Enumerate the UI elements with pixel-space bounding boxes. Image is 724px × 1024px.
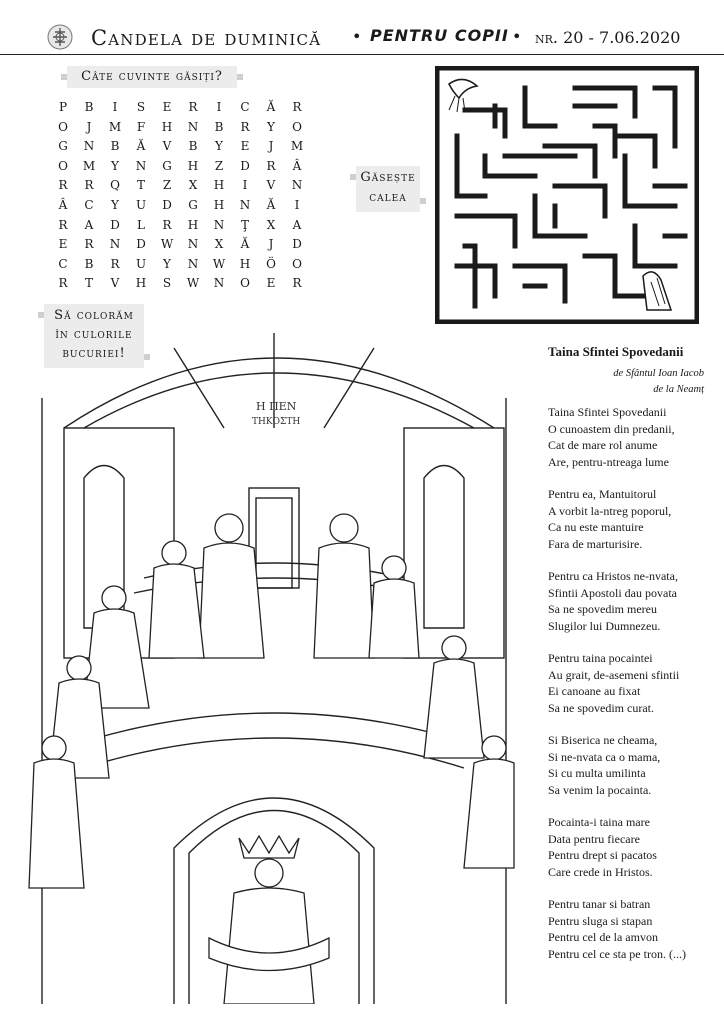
grid-letter: E [58, 237, 68, 252]
poem-line: Sfintii Apostoli dau povata [548, 585, 677, 600]
grid-letter: H [213, 197, 225, 212]
grid-letter: H [187, 158, 199, 173]
poem-line: Data pentru fiecare [548, 831, 640, 846]
grid-letter: Ţ [240, 217, 249, 232]
grid-letter: T [136, 178, 145, 193]
grid-letter: R [162, 217, 172, 232]
grid-letter: Â [292, 158, 302, 173]
maze-label-line: calea [369, 190, 407, 205]
praying-hands-icon [643, 272, 671, 310]
poem-stanza [548, 814, 720, 880]
grid-letter: D [136, 237, 146, 252]
grid-letter: A [84, 217, 94, 232]
grid-letter: W [160, 237, 174, 252]
poem-section [548, 344, 720, 978]
maze-label-line: Găsește [360, 170, 416, 185]
grid-letter: J [268, 139, 274, 154]
grid-letter: H [187, 217, 199, 232]
grid-letter: S [162, 276, 172, 291]
grid-letter: I [242, 178, 248, 193]
poem-stanza [548, 650, 720, 716]
grid-letter: Â [58, 197, 68, 212]
poem-line: Au grait, de-asemeni sfintii [548, 667, 680, 682]
grid-letter: R [266, 158, 276, 173]
grid-letter: N [187, 256, 199, 271]
poem-line: Pentru cel ce sta pe tron. (...) [548, 946, 686, 961]
grid-letter: X [188, 178, 198, 193]
kids-edition-label: PENTRU COPII [370, 26, 509, 45]
grid-row [50, 157, 310, 177]
word-search-label [67, 66, 237, 88]
grid-letter: X [214, 237, 224, 252]
grid-row [50, 274, 310, 294]
coloring-label-line: în culorile [55, 327, 133, 342]
poem-author-line: de Sfântul Ioan Iacob [613, 368, 704, 379]
grid-letter: H [161, 119, 173, 134]
grid-row [50, 216, 310, 236]
poem-author-line: de la Neamț [653, 384, 704, 395]
grid-letter: R [58, 276, 68, 291]
issue-number: nr. 20 - 7.06.2020 [535, 28, 681, 47]
grid-letter: N [135, 158, 147, 173]
church-emblem-icon [47, 24, 73, 50]
poem-line: Fara de marturisire. [548, 536, 643, 551]
grid-letter: D [240, 158, 250, 173]
maze-label [356, 166, 420, 212]
header-bullet: • [512, 27, 522, 46]
page-header [0, 0, 724, 55]
grid-letter: W [212, 256, 226, 271]
grid-letter: O [292, 256, 302, 271]
grid-letter: N [109, 237, 121, 252]
grid-letter: I [112, 100, 118, 114]
poem-line: Si cu multa umilinta [548, 766, 646, 780]
grid-letter: R [84, 237, 94, 252]
grid-letter: B [110, 139, 120, 154]
grid-letter: Y [267, 119, 275, 134]
grid-letter: Z [214, 158, 224, 173]
grid-letter: C [240, 100, 250, 114]
maze-puzzle [435, 66, 699, 324]
grid-letter: O [58, 158, 68, 173]
grid-letter: R [84, 178, 94, 193]
poem-line: Pentru tanar si batran [548, 897, 651, 911]
dove-icon [449, 79, 477, 112]
grid-letter: G [188, 197, 198, 212]
grid-letter: Y [163, 256, 171, 271]
poem-stanza [548, 486, 720, 552]
coloring-label-line: Să colorăm [54, 308, 134, 323]
grid-letter: U [135, 197, 147, 212]
poem-line: Taina Sfintei Spovedanii [548, 405, 667, 419]
grid-letter: A [292, 217, 302, 232]
grid-letter: B [188, 139, 198, 154]
poem-line: Sa venim la pocainta. [548, 782, 652, 797]
grid-letter: Z [162, 178, 172, 193]
grid-letter: N [213, 276, 225, 291]
grid-letter: Ă [266, 197, 276, 212]
grid-letter: D [162, 197, 172, 212]
poem-line: Pentru taina pocaintei [548, 651, 653, 665]
grid-letter: P [58, 100, 68, 114]
poem-line: Pocainta-i taina mare [548, 815, 650, 829]
header-bullet: • [352, 27, 362, 46]
grid-letter: O [292, 119, 302, 134]
poem-stanza [548, 896, 720, 962]
icon-inscription: ΤΗΚΟΣΤΗ [252, 417, 301, 427]
poem-line: Pentru drept si pacatos [548, 848, 657, 862]
grid-letter: C [84, 197, 94, 212]
grid-letter: W [186, 276, 200, 291]
grid-letter: O [240, 276, 250, 291]
grid-letter: V [266, 178, 276, 193]
grid-letter: N [83, 139, 95, 154]
grid-letter: N [187, 237, 199, 252]
grid-letter: B [84, 256, 94, 271]
grid-letter: J [86, 119, 92, 134]
grid-letter: Ö [266, 256, 276, 271]
poem-stanza [548, 732, 720, 798]
grid-row [50, 176, 310, 196]
grid-letter: T [84, 276, 93, 291]
grid-row [50, 118, 310, 138]
grid-letter: Ă [266, 100, 276, 114]
grid-letter: V [162, 139, 172, 154]
coloring-label-line: bucuriei! [62, 346, 126, 361]
grid-letter: R [188, 100, 198, 114]
grid-letter: R [58, 178, 68, 193]
poem-line: Sa ne spovedim curat. [548, 700, 654, 715]
grid-letter: H [213, 178, 225, 193]
poem-line: Cat de mare rol anume [548, 438, 658, 452]
grid-letter: N [187, 119, 199, 134]
grid-letter: Ă [136, 139, 146, 154]
poem-line: Pentru ea, Mantuitorul [548, 487, 657, 501]
poem-line: Slugilor lui Dumnezeu. [548, 618, 661, 633]
grid-row [50, 98, 310, 118]
grid-letter: E [162, 100, 172, 114]
grid-letter: Y [111, 158, 119, 173]
grid-letter: J [268, 237, 274, 252]
poem-line: Si Biserica ne cheama, [548, 733, 658, 747]
grid-letter: M [82, 158, 96, 173]
poem-line: A vorbit la-ntreg poporul, [548, 503, 672, 518]
grid-letter: I [294, 197, 300, 212]
grid-letter: C [58, 256, 68, 271]
grid-letter: R [240, 119, 250, 134]
poem-line: Sa ne spovedim mereu [548, 602, 657, 616]
poem-title: Taina Sfintei Spovedanii [548, 344, 684, 359]
grid-row [50, 235, 310, 255]
grid-letter: L [137, 217, 145, 232]
grid-letter: B [214, 119, 224, 134]
poem-line: Ei canoane au fixat [548, 684, 641, 698]
grid-letter: U [135, 256, 147, 271]
poem-line: Si ne-nvata ca o mama, [548, 749, 661, 764]
grid-letter: N [291, 178, 303, 193]
grid-letter: E [266, 276, 276, 291]
grid-letter: R [58, 217, 68, 232]
newsletter-title: Candela de duminică [91, 26, 322, 50]
grid-letter: Ă [240, 237, 250, 252]
poem-line: Ca nu este mantuire [548, 520, 644, 534]
grid-letter: M [108, 119, 122, 134]
grid-letter: H [135, 276, 147, 291]
poem-stanza [548, 404, 720, 470]
grid-letter: X [266, 217, 276, 232]
poem-line: O cunoastem din predanii, [548, 421, 675, 436]
grid-letter: O [58, 119, 68, 134]
pentecost-coloring-icon [24, 328, 524, 1004]
word-search-label-text: Câte cuvinte găsiți? [81, 69, 223, 84]
grid-row [50, 255, 310, 275]
poem-line: Are, pentru-ntreaga lume [548, 454, 669, 469]
grid-letter: B [84, 100, 94, 114]
poem-body [548, 404, 720, 962]
icon-inscription: Η ΠΕΝ [256, 400, 297, 413]
grid-letter: H [239, 256, 251, 271]
grid-letter: F [136, 119, 146, 134]
grid-letter: D [110, 217, 120, 232]
grid-letter: G [58, 139, 68, 154]
grid-letter: R [110, 256, 120, 271]
grid-letter: D [292, 237, 302, 252]
grid-letter: V [110, 276, 120, 291]
grid-letter: Y [111, 197, 119, 212]
grid-letter: R [292, 276, 302, 291]
grid-letter: I [216, 100, 222, 114]
poem-line: Pentru ca Hristos ne-nvata, [548, 569, 678, 583]
grid-letter: Y [215, 139, 223, 154]
poem-line: Pentru cel de la amvon [548, 930, 658, 944]
grid-letter: Q [110, 178, 120, 193]
grid-letter: S [136, 100, 146, 114]
grid-letter: M [290, 139, 304, 154]
poem-line: Care crede in Hristos. [548, 864, 653, 879]
word-search-grid [50, 98, 310, 294]
grid-letter: N [239, 197, 251, 212]
grid-row [50, 137, 310, 157]
grid-letter: G [162, 158, 172, 173]
grid-letter: R [292, 100, 302, 114]
grid-row [50, 196, 310, 216]
grid-letter: E [240, 139, 250, 154]
header-divider [0, 54, 724, 55]
poem-stanza [548, 568, 720, 634]
poem-line: Pentru sluga si stapan [548, 913, 653, 928]
grid-letter: N [213, 217, 225, 232]
poem-author [548, 366, 704, 398]
